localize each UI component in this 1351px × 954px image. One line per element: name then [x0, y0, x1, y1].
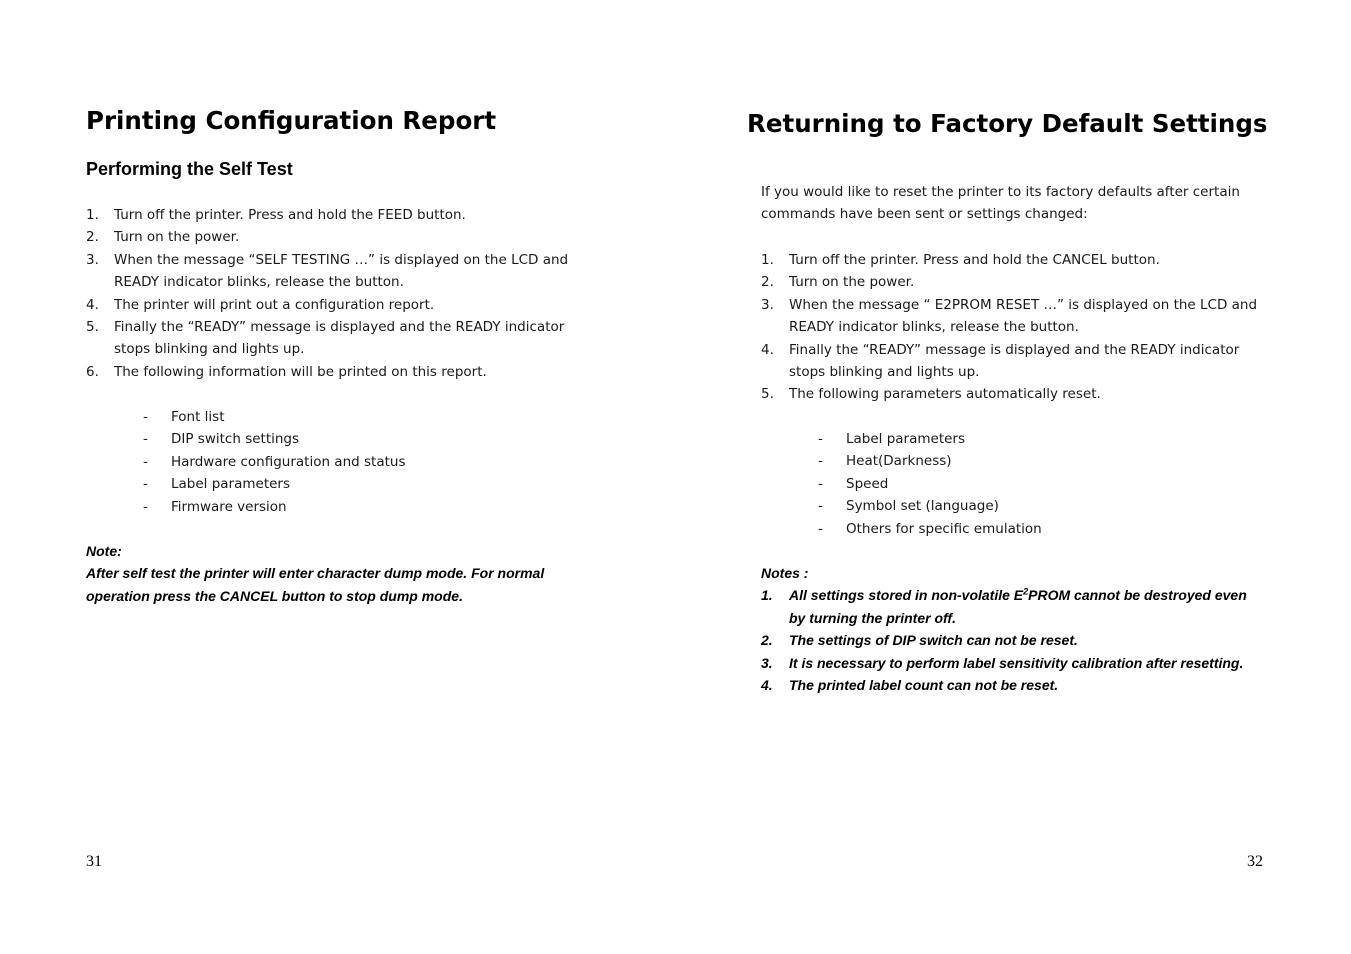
step-line: Turn on the power.	[789, 274, 915, 291]
bullet-item	[818, 450, 1218, 472]
step-item	[86, 316, 606, 361]
step-number: 4.	[761, 341, 774, 358]
step-number: 6.	[86, 363, 99, 380]
superscript-2: 2	[1023, 586, 1029, 597]
left-note	[86, 540, 626, 607]
bullet-item	[143, 496, 543, 518]
step-text	[114, 249, 606, 294]
step-number: 1.	[761, 252, 774, 268]
section-subtitle: Performing the Self Test	[86, 159, 293, 179]
step-text	[114, 294, 606, 316]
note-text	[789, 652, 1311, 674]
step-item	[86, 294, 606, 316]
note-text-pre: All settings stored in non-volatile E	[789, 587, 1024, 604]
dash-marker: -	[143, 498, 148, 515]
bullet-item	[818, 518, 1218, 540]
step-item	[86, 204, 606, 226]
bullet-item	[818, 473, 1218, 495]
bullet-text: Label parameters	[171, 476, 291, 493]
bullet-text: Speed	[846, 475, 889, 492]
step-number: 4.	[86, 296, 99, 313]
bullet-text: Symbol set (language)	[846, 498, 999, 515]
dash-marker: -	[818, 475, 823, 492]
dash-marker: -	[143, 453, 148, 470]
bullet-text: Label parameters	[846, 431, 966, 447]
note-number: 1.	[761, 587, 773, 604]
step-line: Turn off the printer. Press and hold the FEED button.	[114, 207, 466, 223]
bullet-text: Firmware version	[171, 498, 287, 515]
note-item	[761, 629, 1311, 651]
step-item	[86, 226, 606, 248]
step-item	[86, 361, 606, 383]
bullet-text: Font list	[171, 409, 225, 425]
dash-marker: -	[818, 431, 823, 447]
bullet-item	[818, 428, 1218, 450]
step-text	[789, 294, 1291, 339]
bullet-text: Hardware configuration and status	[171, 453, 406, 470]
step-line: The printer will print out a configuration report.	[114, 296, 435, 313]
step-number: 5.	[86, 319, 99, 336]
left-bullet-list	[143, 406, 543, 518]
bullet-text: DIP switch settings	[171, 431, 300, 448]
step-line: stops blinking and lights up.	[789, 364, 980, 381]
step-line: The following information will be printed on this report.	[114, 363, 487, 380]
right-intro	[761, 181, 1301, 226]
dash-marker: -	[143, 431, 148, 448]
note-line: by turning the printer off.	[789, 609, 956, 626]
dash-marker: -	[818, 453, 823, 470]
note-text	[789, 629, 1311, 651]
note-text-post: PROM cannot be destroyed even	[1028, 587, 1247, 604]
page-title-right: Returning to Factory Default Settings	[747, 109, 1268, 138]
bullet-item	[143, 406, 543, 428]
step-text	[789, 339, 1291, 384]
note-text	[789, 674, 1311, 696]
step-line: READY indicator blinks, release the button.	[114, 274, 404, 291]
bullet-text: Others for specific emulation	[846, 520, 1042, 537]
step-text	[789, 249, 1291, 271]
page-number-left: 31	[86, 853, 102, 870]
note-number: 2.	[761, 632, 773, 649]
dash-marker: -	[143, 476, 148, 493]
step-item	[761, 383, 1291, 405]
bullet-item	[143, 428, 543, 450]
step-number: 3.	[761, 296, 774, 313]
step-text	[114, 204, 606, 226]
step-text	[789, 271, 1291, 293]
step-item	[761, 271, 1291, 293]
dash-marker: -	[818, 498, 823, 515]
notes-label: Notes :	[761, 565, 809, 581]
intro-line: commands have been sent or settings changed:	[761, 206, 1088, 223]
dash-marker: -	[143, 409, 148, 425]
step-number: 2.	[761, 274, 774, 291]
intro-line: If you would like to reset the printer to its factory defaults after certain	[761, 184, 1240, 200]
right-bullet-list	[818, 428, 1218, 540]
notes-list	[761, 584, 1311, 696]
step-line: READY indicator blinks, release the button.	[789, 319, 1079, 336]
step-line: The following parameters automatically reset.	[789, 386, 1101, 403]
step-text	[114, 361, 606, 383]
right-steps-list	[761, 249, 1291, 406]
step-text	[789, 383, 1291, 405]
note-label: Note:	[86, 543, 122, 559]
step-item	[761, 249, 1291, 271]
left-steps-list	[86, 204, 606, 383]
page-number-right: 32	[1247, 853, 1263, 870]
step-line: stops blinking and lights up.	[114, 341, 305, 358]
step-number: 3.	[86, 251, 99, 268]
note-number: 3.	[761, 654, 773, 671]
step-number: 5.	[761, 386, 774, 403]
page-title-left: Printing Configuration Report	[86, 106, 497, 135]
note-item	[761, 584, 1311, 629]
note-line: The settings of DIP switch can not be reset.	[789, 632, 1078, 649]
note-number: 4.	[761, 677, 773, 694]
step-line: Turn on the power.	[114, 229, 240, 246]
step-line: Finally the “READY” message is displayed and the READY indicator	[114, 319, 565, 336]
step-item	[86, 249, 606, 294]
note-line	[789, 584, 1311, 606]
bullet-text: Heat(Darkness)	[846, 453, 952, 470]
note-item	[761, 652, 1311, 674]
step-line: Finally the “READY” message is displayed and the READY indicator	[789, 341, 1240, 358]
right-notes	[761, 562, 1311, 696]
step-line: Turn off the printer. Press and hold the CANCEL button.	[789, 252, 1160, 268]
note-line: operation press the CANCEL button to stop dump mode.	[86, 587, 463, 604]
note-line: The printed label count can not be reset.	[789, 677, 1059, 694]
step-line: When the message “SELF TESTING …” is displayed on the LCD and	[114, 251, 569, 268]
step-number: 2.	[86, 229, 99, 246]
step-item	[761, 294, 1291, 339]
step-line: When the message “ E2PROM RESET …” is displayed on the LCD and	[789, 296, 1258, 313]
step-number: 1.	[86, 207, 99, 223]
bullet-item	[143, 473, 543, 495]
step-text	[114, 316, 606, 361]
dash-marker: -	[818, 520, 823, 537]
note-line: After self test the printer will enter character dump mode. For normal	[86, 565, 545, 582]
step-item	[761, 339, 1291, 384]
note-line: It is necessary to perform label sensitivity calibration after resetting.	[789, 654, 1244, 671]
note-item	[761, 674, 1311, 696]
step-text	[114, 226, 606, 248]
bullet-item	[818, 495, 1218, 517]
bullet-item	[143, 451, 543, 473]
note-text	[789, 584, 1311, 629]
